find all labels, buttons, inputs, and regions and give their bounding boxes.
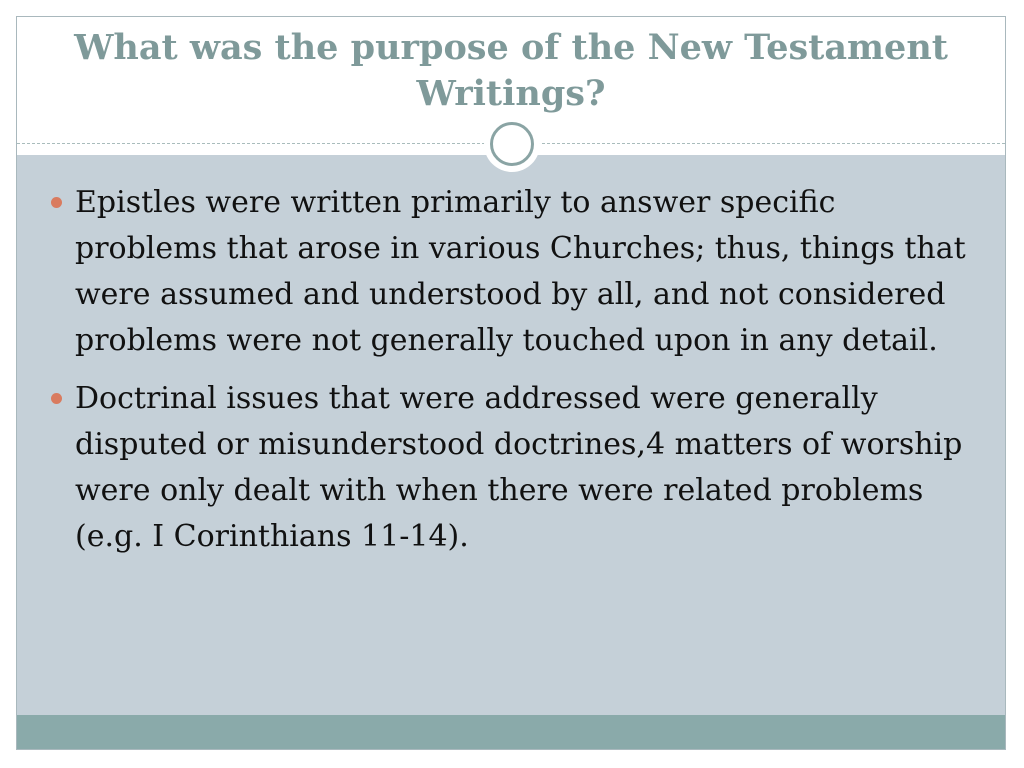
round-bullet-icon xyxy=(51,393,62,404)
bullet-text: Doctrinal issues that were addressed were generally disputed or misunderstood doctrines,4 matters of worship were only dealt with when there were related problems (e.g. I Corinthians 11-14). xyxy=(75,381,963,554)
slide-title: What was the purpose of the New Testament Writings? xyxy=(74,27,948,114)
bullet-item xyxy=(51,376,981,560)
circle-ring-icon xyxy=(484,116,540,172)
bullet-text: Epistles were written primarily to answer specific problems that arose in various Churches; thus, things that were assumed and understood by all, and not considered problems were not generally touched upon in any detail. xyxy=(75,185,966,358)
bullet-item xyxy=(51,180,981,364)
footer-bar xyxy=(17,715,1005,749)
ornament-ring xyxy=(490,122,534,166)
slide xyxy=(16,16,1006,750)
round-bullet-icon xyxy=(51,197,62,208)
bullet-list xyxy=(51,180,981,572)
